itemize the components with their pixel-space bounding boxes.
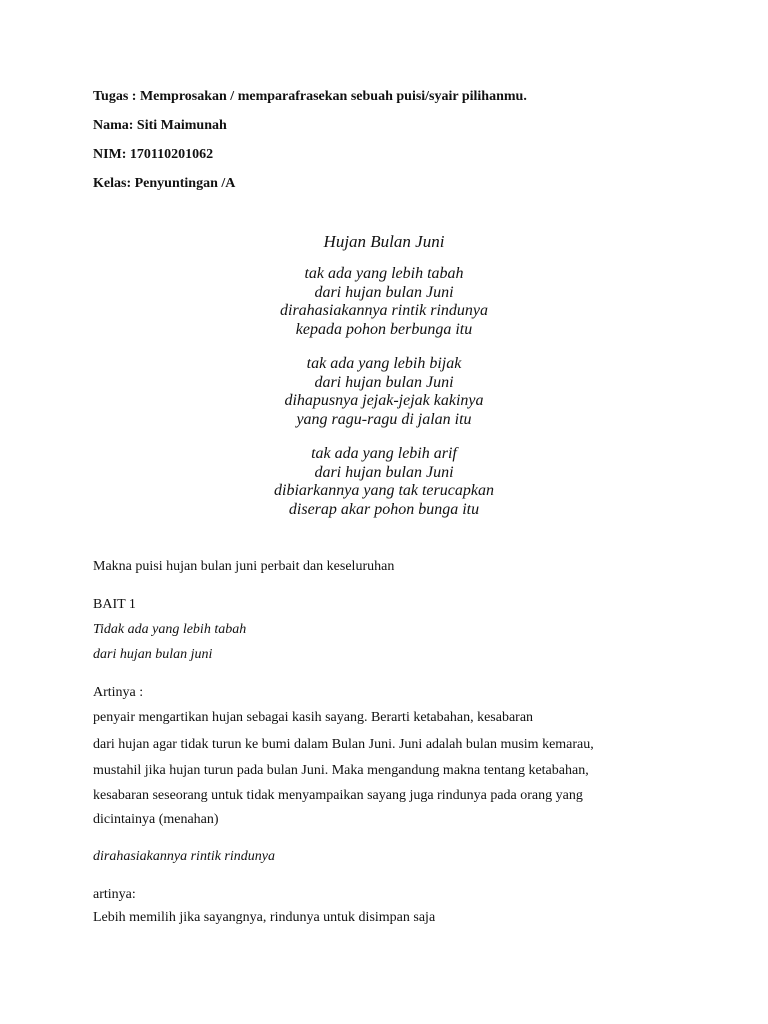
poem-stanza-1 — [0, 265, 768, 339]
artinya-label: Artinya : — [93, 685, 144, 700]
poem-line: tak ada yang lebih arif — [311, 445, 457, 462]
paragraph-line: mustahil jika hujan turun pada bulan Juni. Maka mengandung makna tentang ketabahan, — [93, 763, 589, 778]
poem-line: dibiarkannya yang tak terucapkan — [274, 482, 494, 499]
poem-line: dari hujan bulan Juni — [314, 373, 454, 391]
bait-heading: BAIT 1 — [93, 597, 136, 612]
poem-line: dihapusnya jejak-jejak kakinya — [284, 392, 484, 409]
quoted-line: dari hujan bulan juni — [93, 647, 213, 662]
poem-stanza-2 — [0, 355, 768, 429]
poem-line: dari hujan bulan Juni — [314, 283, 454, 301]
quoted-line: dirahasiakannya rintik rindunya — [93, 849, 275, 864]
quoted-line: Tidak ada yang lebih tabah — [93, 622, 247, 637]
paragraph-line: Lebih memilih jika sayangnya, rindunya untuk disimpan saja — [93, 910, 436, 925]
poem-line: tak ada yang lebih bijak — [306, 355, 462, 372]
paragraph-line: dicintainya (menahan) — [93, 812, 219, 827]
poem-line: dari hujan bulan Juni — [314, 463, 454, 481]
artinya-label: artinya: — [93, 887, 136, 902]
assignment-task-line: Tugas : Memprosakan / memparafrasekan sebuah puisi/syair pilihanmu. — [93, 89, 527, 104]
paragraph-line: kesabaran seseorang untuk tidak menyampaikan sayang juga rindunya pada orang yang — [93, 788, 583, 803]
student-class-line: Kelas: Penyuntingan /A — [93, 176, 236, 191]
poem-line: tak ada yang lebih tabah — [304, 265, 464, 282]
poem-line: diserap akar pohon bunga itu — [288, 500, 480, 518]
paragraph-line: dari hujan agar tidak turun ke bumi dalam Bulan Juni. Juni adalah bulan musim kemarau, — [93, 737, 594, 752]
student-name-line: Nama: Siti Maimunah — [93, 118, 227, 133]
analysis-intro: Makna puisi hujan bulan juni perbait dan keseluruhan — [93, 559, 395, 574]
paragraph-line: penyair mengartikan hujan sebagai kasih sayang. Berarti ketabahan, kesabaran — [93, 710, 534, 725]
poem-title: Hujan Bulan Juni — [323, 232, 445, 251]
poem-line: kepada pohon berbunga itu — [295, 320, 473, 338]
poem-line: yang ragu-ragu di jalan itu — [296, 410, 472, 428]
student-nim-line: NIM: 170110201062 — [93, 147, 214, 162]
poem-line: dirahasiakannya rintik rindunya — [280, 302, 488, 319]
poem-stanza-3 — [0, 445, 768, 519]
